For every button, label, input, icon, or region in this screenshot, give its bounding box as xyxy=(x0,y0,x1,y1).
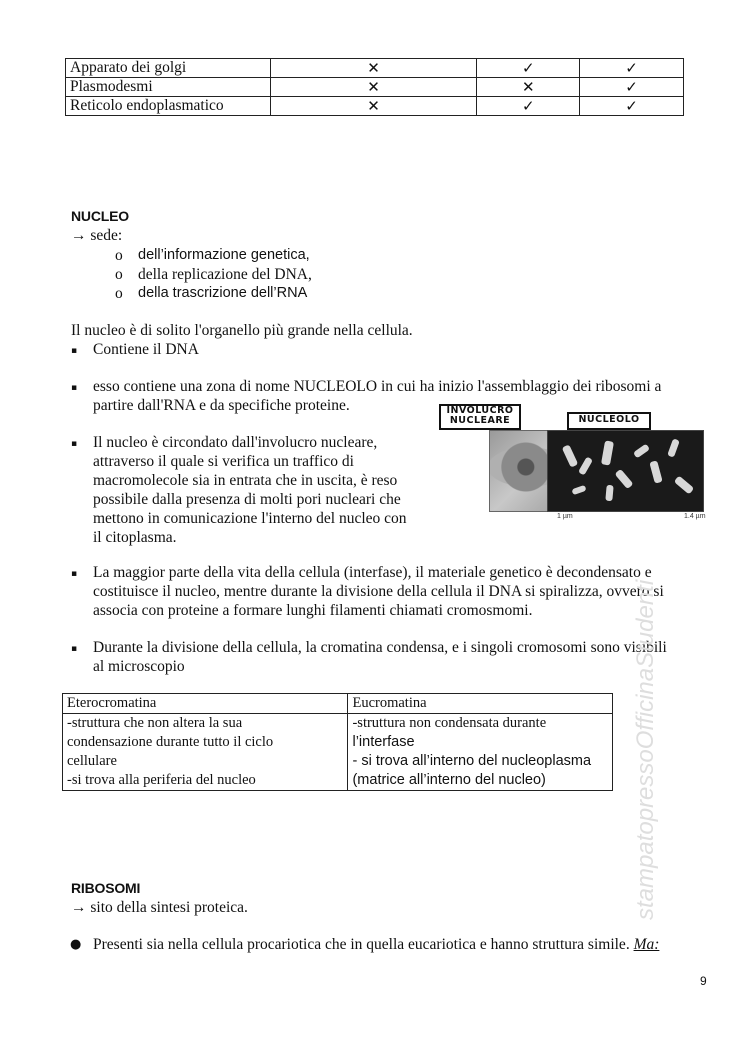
bullet-marker: ▪ xyxy=(71,569,78,579)
chromosome-mark xyxy=(667,438,680,457)
bullet-text: macromolecole sia in entrata che in uscita, è reso xyxy=(93,472,398,489)
table-cell-label: Plasmodesmi xyxy=(66,78,271,97)
cell-line: (matrice all’interno del nucleo) xyxy=(352,772,546,788)
chromosome-mark xyxy=(578,456,593,475)
chromosome-mark xyxy=(633,444,650,459)
list-item: dell’informazione genetica, xyxy=(138,247,310,263)
chromosome-mark xyxy=(649,460,662,483)
table-header: Eucromatina xyxy=(348,694,613,714)
bullet-text: Durante la divisione della cellula, la cromatina condensa, e i singoli cromosomi sono visibili xyxy=(93,639,667,656)
bullet-text: Contiene il DNA xyxy=(93,341,199,358)
check-icon: ✓ xyxy=(580,78,684,97)
cell-line: l’interfase xyxy=(352,734,415,750)
bullet-marker: ▪ xyxy=(71,644,78,654)
list-item: della replicazione del DNA, xyxy=(138,266,312,283)
table-row xyxy=(66,59,684,78)
table-header-row xyxy=(63,694,613,714)
nucleo-intro: Il nucleo è di solito l'organello più grande nella cellula. xyxy=(71,322,413,339)
bullet-marker: ▪ xyxy=(71,383,78,393)
chromatin-table xyxy=(62,693,613,791)
cell-line: -si trova alla periferia del nucleo xyxy=(67,772,256,788)
ribosomi-ma: Ma: xyxy=(633,936,660,953)
bullet-text xyxy=(93,935,659,954)
page-number: 9 xyxy=(700,974,707,988)
table-cell xyxy=(63,714,348,791)
check-icon: ✓ xyxy=(477,59,580,78)
bullet-marker: ● xyxy=(70,937,82,952)
cell-line: condensazione durante tutto il ciclo xyxy=(67,734,274,750)
table-row xyxy=(63,714,613,791)
sub-bullet: o xyxy=(115,285,123,302)
chromosome-mark xyxy=(674,476,694,495)
sub-bullet: o xyxy=(115,266,123,283)
bullet-marker: ▪ xyxy=(71,346,78,356)
table-row xyxy=(66,78,684,97)
bullet-text: partire dall'RNA e da specifiche proteine. xyxy=(93,397,350,414)
bullet-text: mettono in comunicazione l'interno del nucleo con xyxy=(93,510,407,527)
table-cell-label: Reticolo endoplasmatico xyxy=(66,97,271,116)
sub-bullet: o xyxy=(115,247,123,264)
chromosome-mark xyxy=(601,440,614,465)
figure-label-nucleolo: NUCLEOLO xyxy=(567,412,651,430)
cell-line: -struttura non condensata durante xyxy=(352,715,547,731)
cell-line: -struttura che non altera la sua xyxy=(67,715,243,731)
table-row xyxy=(66,97,684,116)
check-icon: ✓ xyxy=(580,59,684,78)
cell-line: cellulare xyxy=(67,753,117,769)
list-item: della trascrizione dell’RNA xyxy=(138,285,308,301)
chromosome-mark xyxy=(605,485,613,502)
bullet-text: Il nucleo è circondato dall'involucro nucleare, xyxy=(93,434,378,451)
bullet-text: associa con proteine a formare lunghi filamenti chiamati cromosmomi. xyxy=(93,602,533,619)
bullet-text: al microscopio xyxy=(93,658,185,675)
chromosome-mark xyxy=(615,469,634,489)
check-icon: ✓ xyxy=(580,97,684,116)
table-header: Eterocromatina xyxy=(63,694,348,714)
section-title-nucleo: NUCLEO xyxy=(71,208,129,224)
chromosome-mark xyxy=(562,444,579,467)
cross-icon: ✕ xyxy=(270,78,477,97)
bullet-text: attraverso il quale si verifica un traffico di xyxy=(93,453,354,470)
nucleo-sede: → sede: xyxy=(71,227,123,244)
watermark: stampatopressoOfficinaStudenti xyxy=(632,579,659,920)
table-cell xyxy=(348,714,613,791)
cross-icon: ✕ xyxy=(270,59,477,78)
cross-icon: ✕ xyxy=(477,78,580,97)
ribosomi-text: Presenti sia nella cellula procariotica che in quella eucariotica e hanno struttura simile. xyxy=(93,936,630,953)
bullet-text: costituisce il nucleo, mentre durante la divisione della cellula il DNA si spiralizza, ovvero si xyxy=(93,583,664,600)
chromosome-mark xyxy=(571,485,586,495)
bullet-text: esso contiene una zona di nome NUCLEOLO in cui ha inizio l'assemblaggio dei ribosomi a xyxy=(93,378,662,395)
cell-line: - si trova all’interno del nucleoplasma xyxy=(352,753,592,769)
section-title-ribosomi: RIBOSOMI xyxy=(71,880,141,896)
chromosomes-micrograph xyxy=(547,430,704,512)
table-cell-label: Apparato dei golgi xyxy=(66,59,271,78)
bullet-marker: ▪ xyxy=(71,439,78,449)
check-icon: ✓ xyxy=(477,97,580,116)
figure-label-involucro xyxy=(439,404,521,430)
organelle-comparison-table xyxy=(65,58,684,116)
bullet-text: possibile dalla presenza di molti pori nucleari che xyxy=(93,491,401,508)
bullet-text: il citoplasma. xyxy=(93,529,177,546)
bullet-text: La maggior parte della vita della cellula (interfase), il materiale genetico è decondensato e xyxy=(93,564,652,581)
cross-icon: ✕ xyxy=(270,97,477,116)
ribosomi-sito: → sito della sintesi proteica. xyxy=(71,899,248,916)
label-line: INVOLUCRO xyxy=(446,405,514,416)
scale-label: 1 µm xyxy=(557,513,573,520)
scale-label: 1.4 µm xyxy=(684,513,706,520)
label-line: NUCLEARE xyxy=(449,415,511,426)
